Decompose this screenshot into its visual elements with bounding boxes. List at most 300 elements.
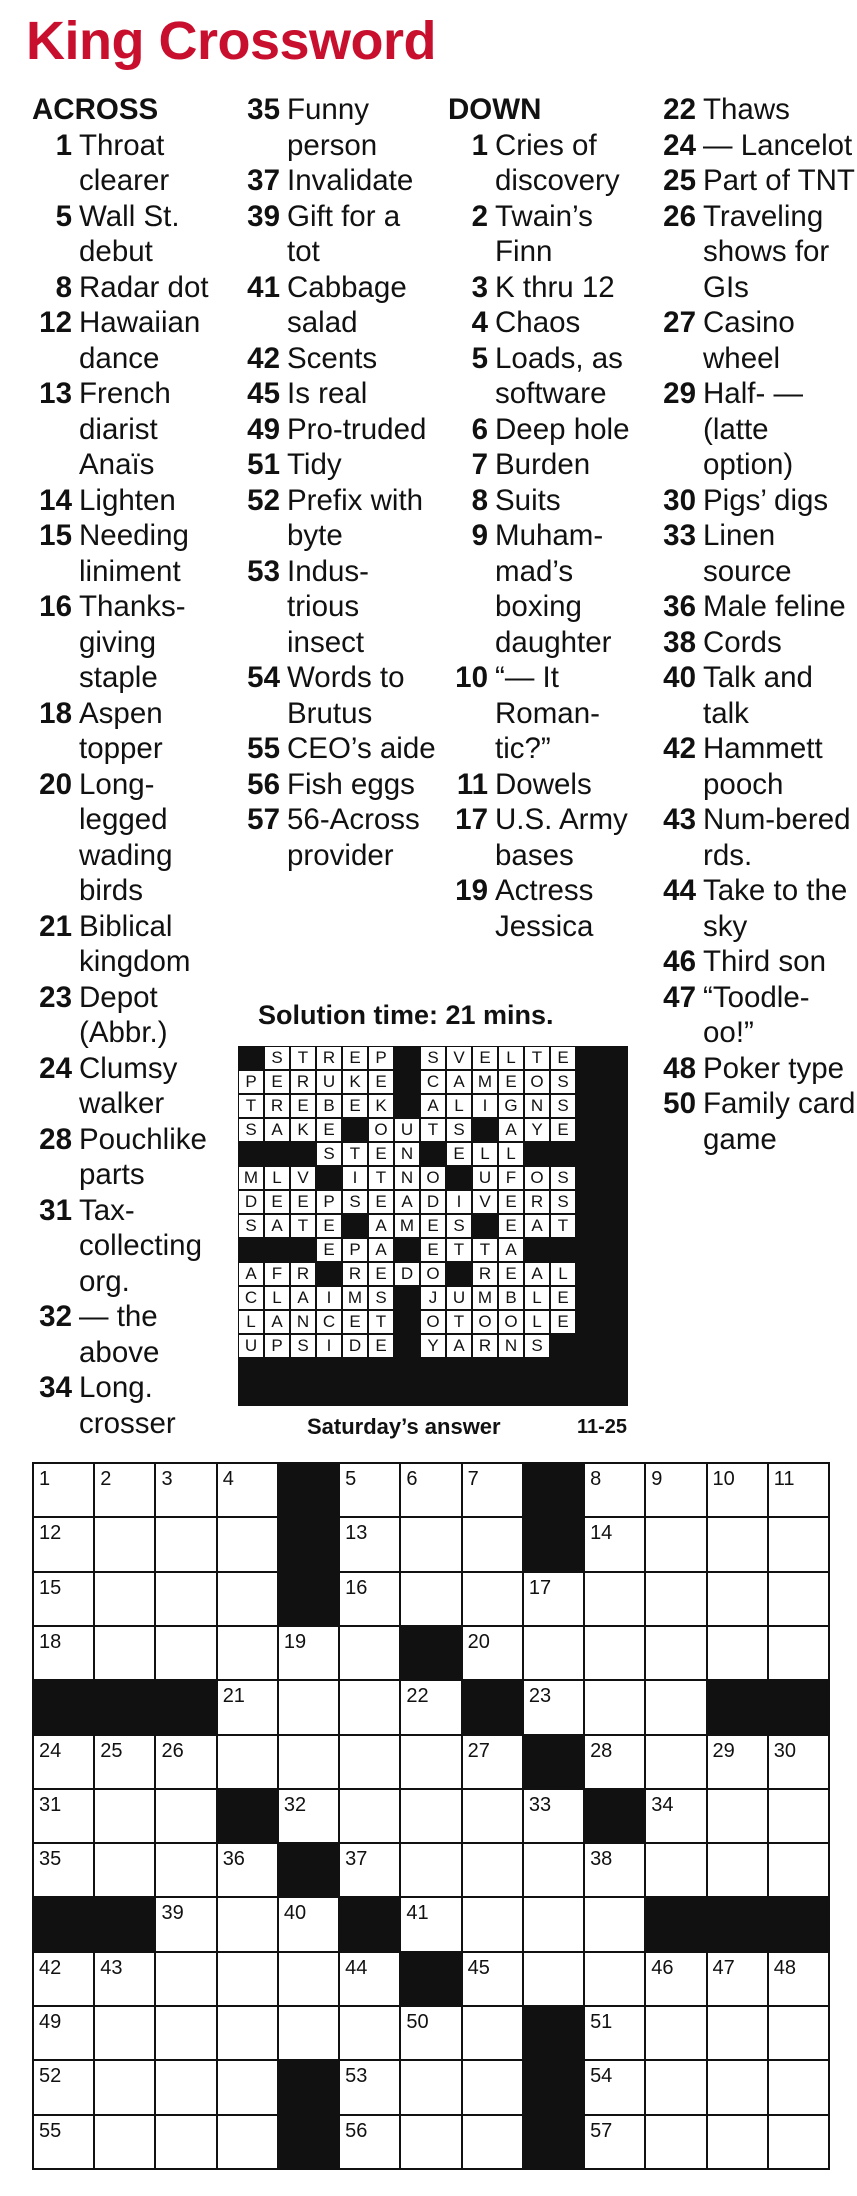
grid-cell[interactable] xyxy=(34,1844,93,1896)
clue-number: 24 xyxy=(39,1051,72,1085)
answer-letter: I xyxy=(342,1166,368,1190)
answer-letter: M xyxy=(472,1286,498,1310)
grid-cell[interactable] xyxy=(34,1464,93,1516)
across-clue xyxy=(32,1370,232,1441)
clue-text: Actress Jessica xyxy=(495,874,594,943)
answer-letter: V xyxy=(472,1190,498,1214)
answer-letter: T xyxy=(290,1214,316,1238)
grid-cell[interactable] xyxy=(95,1844,154,1896)
black-square xyxy=(769,1898,828,1950)
clue-number: 13 xyxy=(39,377,72,410)
clue-number: 5 xyxy=(55,199,72,233)
answer-letter: E xyxy=(316,1238,342,1262)
grid-cell[interactable] xyxy=(585,1681,644,1733)
clue-number: 21 xyxy=(39,909,72,943)
grid-cell[interactable] xyxy=(95,2007,154,2059)
grid-cell[interactable] xyxy=(463,1736,522,1788)
clue-text: Clumsy walker xyxy=(79,1051,178,1120)
answer-letter: V xyxy=(446,1046,472,1070)
grid-cell[interactable] xyxy=(401,1790,460,1842)
down-clues-column-2 xyxy=(656,92,856,1157)
grid-cell[interactable] xyxy=(708,1953,767,2005)
grid-cell[interactable] xyxy=(340,1518,399,1570)
grid-cell[interactable] xyxy=(463,1464,522,1516)
answer-black-square xyxy=(602,1166,628,1190)
clue-text: Loads, as software xyxy=(495,341,623,410)
grid-cell[interactable] xyxy=(218,1898,277,1950)
grid-cell[interactable] xyxy=(646,1790,705,1842)
cell-number: 28 xyxy=(590,1739,613,1762)
answer-letter: E xyxy=(342,1046,368,1070)
answer-black-square xyxy=(394,1238,420,1262)
grid-cell[interactable] xyxy=(218,1953,277,2005)
down-clue xyxy=(656,589,856,625)
answer-letter: A xyxy=(264,1118,290,1142)
grid-cell[interactable] xyxy=(585,1844,644,1896)
answer-letter: L xyxy=(498,1046,524,1070)
answer-letter: T xyxy=(524,1046,550,1070)
answer-letter: P xyxy=(238,1070,264,1094)
cell-number: 40 xyxy=(283,1902,307,1925)
clue-text: Hammett pooch xyxy=(703,732,823,801)
grid-cell[interactable] xyxy=(646,1573,705,1625)
across-clue xyxy=(32,518,232,589)
grid-cell[interactable] xyxy=(218,1736,277,1788)
clue-text: Scents xyxy=(287,341,378,375)
grid-cell[interactable] xyxy=(585,2061,644,2113)
answer-letter: S xyxy=(238,1118,264,1142)
grid-cell[interactable] xyxy=(769,2116,828,2168)
answer-letter: A xyxy=(524,1214,550,1238)
answer-black-square xyxy=(394,1094,420,1118)
clue-text: Throat clearer xyxy=(79,128,170,197)
down-clue xyxy=(656,199,856,306)
grid-cell[interactable] xyxy=(646,2061,705,2113)
grid-cell[interactable] xyxy=(34,1518,93,1570)
grid-cell[interactable] xyxy=(156,1736,215,1788)
grid-cell[interactable] xyxy=(34,1573,93,1625)
across-clue xyxy=(32,270,232,306)
answer-letter: D xyxy=(342,1334,368,1358)
grid-cell[interactable] xyxy=(524,1844,583,1896)
grid-cell[interactable] xyxy=(585,2007,644,2059)
grid-cell[interactable] xyxy=(156,2116,215,2168)
grid-cell[interactable] xyxy=(279,2007,338,2059)
grid-cell[interactable] xyxy=(34,1790,93,1842)
grid-cell[interactable] xyxy=(279,1736,338,1788)
answer-letter: A xyxy=(498,1118,524,1142)
grid-cell[interactable] xyxy=(769,1790,828,1842)
answer-letter: R xyxy=(290,1070,316,1094)
grid-cell[interactable] xyxy=(340,1790,399,1842)
grid-cell[interactable] xyxy=(156,1573,215,1625)
grid-cell[interactable] xyxy=(95,1790,154,1842)
cell-number: 27 xyxy=(467,1739,490,1762)
grid-cell[interactable] xyxy=(34,2007,93,2059)
answer-letter: N xyxy=(498,1334,524,1358)
down-clue xyxy=(656,128,856,164)
cell-number: 29 xyxy=(712,1739,735,1762)
grid-cell[interactable] xyxy=(708,1518,767,1570)
cell-number: 47 xyxy=(712,1956,735,1979)
black-square xyxy=(279,1844,338,1896)
grid-cell[interactable] xyxy=(156,1790,215,1842)
grid-cell[interactable] xyxy=(708,2007,767,2059)
answer-letter: E xyxy=(368,1070,394,1094)
grid-cell[interactable] xyxy=(646,1953,705,2005)
down-clue xyxy=(656,802,856,873)
grid-cell[interactable] xyxy=(463,1573,522,1625)
down-clue xyxy=(448,447,648,483)
grid-cell[interactable] xyxy=(708,1790,767,1842)
grid-cell[interactable] xyxy=(463,1844,522,1896)
grid-cell[interactable] xyxy=(585,1736,644,1788)
grid-cell[interactable] xyxy=(218,1573,277,1625)
answer-letter: B xyxy=(498,1286,524,1310)
grid-cell[interactable] xyxy=(95,1573,154,1625)
answer-letter: A xyxy=(524,1262,550,1286)
grid-cell[interactable] xyxy=(708,2061,767,2113)
grid-cell[interactable] xyxy=(340,1464,399,1516)
grid-cell[interactable] xyxy=(401,1573,460,1625)
across-clue xyxy=(32,376,232,483)
clue-number: 16 xyxy=(39,590,72,623)
grid-cell[interactable] xyxy=(463,1953,522,2005)
black-square xyxy=(279,2061,338,2113)
grid-cell[interactable] xyxy=(708,2116,767,2168)
black-square xyxy=(708,1681,767,1733)
grid-cell[interactable] xyxy=(708,1573,767,1625)
grid-cell[interactable] xyxy=(340,1736,399,1788)
answer-black-square xyxy=(394,1310,420,1334)
clue-text: Traveling shows for GIs xyxy=(703,199,830,304)
black-square xyxy=(279,2116,338,2168)
answer-letter: E xyxy=(420,1214,446,1238)
clue-number: 12 xyxy=(39,306,72,339)
grid-cell[interactable] xyxy=(646,1464,705,1516)
answer-letter: P xyxy=(264,1334,290,1358)
grid-cell[interactable] xyxy=(340,2007,399,2059)
grid-cell[interactable] xyxy=(340,2116,399,2168)
grid-cell[interactable] xyxy=(218,2116,277,2168)
clue-text: Radar dot xyxy=(79,270,209,304)
grid-cell[interactable] xyxy=(646,1736,705,1788)
cell-number: 9 xyxy=(651,1468,663,1490)
grid-cell[interactable] xyxy=(646,1681,705,1733)
answer-black-square xyxy=(576,1286,602,1310)
answer-letter: Y xyxy=(524,1118,550,1142)
black-square xyxy=(156,1681,215,1733)
clue-number: 36 xyxy=(663,590,696,623)
clue-text: Long-legged wading birds xyxy=(79,767,173,907)
answer-letter: E xyxy=(498,1070,524,1094)
clue-number: 5 xyxy=(471,341,488,375)
solution-time: Solution time: 21 mins. xyxy=(258,1000,554,1030)
grid-cell[interactable] xyxy=(279,1790,338,1842)
clue-text: Twain’s Finn xyxy=(495,199,593,268)
down-clue xyxy=(656,625,856,661)
clue-text: Tax-collecting org. xyxy=(79,1193,202,1298)
grid-cell[interactable] xyxy=(646,2116,705,2168)
cell-number: 36 xyxy=(222,1848,245,1871)
black-square xyxy=(279,1518,338,1570)
down-clue xyxy=(448,518,648,660)
grid-cell[interactable] xyxy=(95,2116,154,2168)
answer-letter: A xyxy=(264,1310,290,1334)
answer-letter: K xyxy=(368,1094,394,1118)
grid-cell[interactable] xyxy=(218,1844,277,1896)
grid-cell[interactable] xyxy=(156,1953,215,2005)
clue-text: Linen source xyxy=(703,519,792,588)
across-clue xyxy=(32,199,232,270)
answer-letter: C xyxy=(316,1310,342,1334)
grid-cell[interactable] xyxy=(34,2061,93,2113)
grid-cell[interactable] xyxy=(524,1898,583,1950)
grid-cell[interactable] xyxy=(708,1844,767,1896)
grid-cell[interactable] xyxy=(769,2061,828,2113)
grid-cell[interactable] xyxy=(95,1627,154,1679)
answer-black-square xyxy=(472,1214,498,1238)
answer-black-square xyxy=(264,1238,290,1262)
answer-black-square xyxy=(602,1262,628,1286)
across-clue xyxy=(240,412,440,448)
black-square xyxy=(340,1898,399,1950)
grid-cell[interactable] xyxy=(34,1953,93,2005)
grid-cell[interactable] xyxy=(401,1464,460,1516)
cell-number: 46 xyxy=(651,1956,674,1979)
down-clue xyxy=(448,128,648,199)
grid-cell[interactable] xyxy=(156,2007,215,2059)
grid-cell[interactable] xyxy=(279,1953,338,2005)
clue-number: 45 xyxy=(247,377,280,410)
grid-cell[interactable] xyxy=(279,1627,338,1679)
clue-number: 28 xyxy=(39,1122,72,1156)
grid-cell[interactable] xyxy=(769,2007,828,2059)
clue-number: 29 xyxy=(663,377,696,410)
grid-cell[interactable] xyxy=(585,1573,644,1625)
grid-cell[interactable] xyxy=(524,1681,583,1733)
across-clue xyxy=(240,731,440,767)
answer-black-square xyxy=(446,1262,472,1286)
grid-cell[interactable] xyxy=(585,1464,644,1516)
grid-cell[interactable] xyxy=(156,1464,215,1516)
answer-letter: A xyxy=(420,1094,446,1118)
grid-cell[interactable] xyxy=(463,1790,522,1842)
black-square xyxy=(524,2061,583,2113)
grid-cell[interactable] xyxy=(646,1844,705,1896)
grid-cell[interactable] xyxy=(463,1898,522,1950)
grid-cell[interactable] xyxy=(156,1627,215,1679)
grid-cell[interactable] xyxy=(340,1681,399,1733)
clue-text: 56-Across provider xyxy=(287,803,420,872)
grid-cell[interactable] xyxy=(401,2061,460,2113)
grid-cell[interactable] xyxy=(524,1627,583,1679)
answer-letter: S xyxy=(342,1190,368,1214)
grid-cell[interactable] xyxy=(769,1518,828,1570)
cell-number: 55 xyxy=(39,2119,62,2142)
answer-letter: T xyxy=(550,1214,576,1238)
answer-letter: S xyxy=(550,1070,576,1094)
grid-cell[interactable] xyxy=(646,1518,705,1570)
clue-text: “Toodle-oo!” xyxy=(703,980,810,1049)
grid-cell[interactable] xyxy=(218,2061,277,2113)
answer-caption: Saturday’s answer xyxy=(307,1414,501,1439)
grid-cell[interactable] xyxy=(279,1681,338,1733)
grid-cell[interactable] xyxy=(401,2116,460,2168)
across-clue xyxy=(240,92,440,163)
answer-letter: I xyxy=(316,1286,342,1310)
cell-number: 32 xyxy=(283,1793,307,1816)
answer-letter: A xyxy=(368,1214,394,1238)
grid-cell[interactable] xyxy=(769,1844,828,1896)
grid-cell[interactable] xyxy=(95,2061,154,2113)
answer-black-square xyxy=(394,1046,420,1070)
clue-number: 46 xyxy=(663,945,696,978)
grid-cell[interactable] xyxy=(156,2061,215,2113)
grid-cell[interactable] xyxy=(769,1627,828,1679)
clue-text: Thaws xyxy=(703,93,790,126)
cell-number: 18 xyxy=(39,1630,62,1653)
clue-number: 23 xyxy=(39,980,72,1014)
cell-number: 14 xyxy=(590,1522,613,1545)
grid-cell[interactable] xyxy=(463,2116,522,2168)
down-clue xyxy=(656,980,856,1051)
answer-black-square xyxy=(602,1142,628,1166)
grid-cell[interactable] xyxy=(34,2116,93,2168)
down-clue xyxy=(656,518,856,589)
grid-cell[interactable] xyxy=(401,1844,460,1896)
grid-cell[interactable] xyxy=(585,1627,644,1679)
grid-cell[interactable] xyxy=(218,2007,277,2059)
grid-cell[interactable] xyxy=(401,1898,460,1950)
answer-letter: K xyxy=(342,1070,368,1094)
grid-cell[interactable] xyxy=(340,2061,399,2113)
answer-letter: A xyxy=(498,1238,524,1262)
grid-cell[interactable] xyxy=(279,1898,338,1950)
clue-number: 44 xyxy=(663,874,696,907)
grid-cell[interactable] xyxy=(156,1518,215,1570)
clue-text: Num-bered rds. xyxy=(703,803,851,872)
grid-cell[interactable] xyxy=(340,1573,399,1625)
answer-letter: E xyxy=(550,1310,576,1334)
grid-cell[interactable] xyxy=(401,1736,460,1788)
across-clue xyxy=(32,128,232,199)
across-clue xyxy=(240,376,440,412)
clue-number: 4 xyxy=(471,306,488,339)
clue-number: 31 xyxy=(39,1193,72,1227)
grid-cell[interactable] xyxy=(401,1681,460,1733)
grid-cell[interactable] xyxy=(340,1953,399,2005)
clue-number: 1 xyxy=(55,128,72,162)
clue-text: Tidy xyxy=(287,448,342,481)
grid-cell[interactable] xyxy=(340,1844,399,1896)
clue-text: Muham-mad’s boxing daughter xyxy=(495,519,612,659)
grid-cell[interactable] xyxy=(218,1627,277,1679)
grid-cell[interactable] xyxy=(524,1573,583,1625)
grid-cell[interactable] xyxy=(463,2007,522,2059)
clue-number: 53 xyxy=(247,554,280,588)
grid-cell[interactable] xyxy=(646,2007,705,2059)
clue-text: Pro-truded xyxy=(287,412,427,446)
clue-number: 2 xyxy=(471,199,488,233)
grid-cell[interactable] xyxy=(708,1464,767,1516)
grid-cell[interactable] xyxy=(769,1736,828,1788)
grid-cell[interactable] xyxy=(95,1736,154,1788)
across-clue xyxy=(240,802,440,873)
grid-cell[interactable] xyxy=(524,1790,583,1842)
answer-letter: E xyxy=(342,1310,368,1334)
cell-number: 15 xyxy=(39,1576,62,1599)
answer-black-square xyxy=(290,1142,316,1166)
answer-black-square xyxy=(238,1046,264,1070)
grid-cell[interactable] xyxy=(34,1736,93,1788)
grid-cell[interactable] xyxy=(769,1953,828,2005)
cell-number: 21 xyxy=(222,1685,245,1708)
grid-cell[interactable] xyxy=(585,2116,644,2168)
grid-cell[interactable] xyxy=(585,1518,644,1570)
answer-letter: E xyxy=(368,1334,394,1358)
clue-text: Indus-trious insect xyxy=(287,554,369,659)
down-clue xyxy=(448,660,648,767)
grid-cell[interactable] xyxy=(401,1518,460,1570)
answer-letter: O xyxy=(420,1262,446,1286)
answer-letter: U xyxy=(446,1286,472,1310)
grid-cell[interactable] xyxy=(646,1627,705,1679)
grid-cell[interactable] xyxy=(463,1627,522,1679)
grid-cell[interactable] xyxy=(708,1736,767,1788)
down-heading: DOWN xyxy=(448,93,542,126)
grid-cell[interactable] xyxy=(95,1518,154,1570)
grid-cell[interactable] xyxy=(34,1627,93,1679)
clue-text: Casino wheel xyxy=(703,306,795,375)
grid-cell[interactable] xyxy=(463,1518,522,1570)
down-clue xyxy=(448,412,648,448)
grid-cell[interactable] xyxy=(708,1627,767,1679)
across-clue xyxy=(240,163,440,199)
grid-cell[interactable] xyxy=(95,1464,154,1516)
grid-cell[interactable] xyxy=(401,2007,460,2059)
answer-letter: L xyxy=(264,1286,290,1310)
grid-cell[interactable] xyxy=(585,1898,644,1950)
answer-letter: A xyxy=(446,1070,472,1094)
grid-cell[interactable] xyxy=(585,1953,644,2005)
grid-cell[interactable] xyxy=(156,1898,215,1950)
cell-number: 44 xyxy=(345,1956,368,1979)
grid-cell[interactable] xyxy=(95,1953,154,2005)
grid-cell[interactable] xyxy=(218,1464,277,1516)
across-clue xyxy=(240,483,440,554)
answer-black-square xyxy=(602,1070,628,1094)
grid-cell[interactable] xyxy=(769,1573,828,1625)
answer-letter: R xyxy=(472,1334,498,1358)
black-square xyxy=(524,2007,583,2059)
grid-cell[interactable] xyxy=(156,1844,215,1896)
grid-cell[interactable] xyxy=(218,1518,277,1570)
grid-cell[interactable] xyxy=(218,1681,277,1733)
clue-text: Prefix with byte xyxy=(287,483,424,552)
answer-letter: M xyxy=(472,1070,498,1094)
cell-number: 45 xyxy=(467,1956,490,1979)
grid-cell[interactable] xyxy=(340,1627,399,1679)
clue-number: 24 xyxy=(663,128,696,162)
grid-cell[interactable] xyxy=(769,1464,828,1516)
grid-cell[interactable] xyxy=(463,2061,522,2113)
down-clue xyxy=(448,270,648,306)
answer-letter: F xyxy=(264,1262,290,1286)
clue-number: 52 xyxy=(247,483,280,517)
answer-letter: E xyxy=(290,1190,316,1214)
grid-cell[interactable] xyxy=(524,1953,583,2005)
